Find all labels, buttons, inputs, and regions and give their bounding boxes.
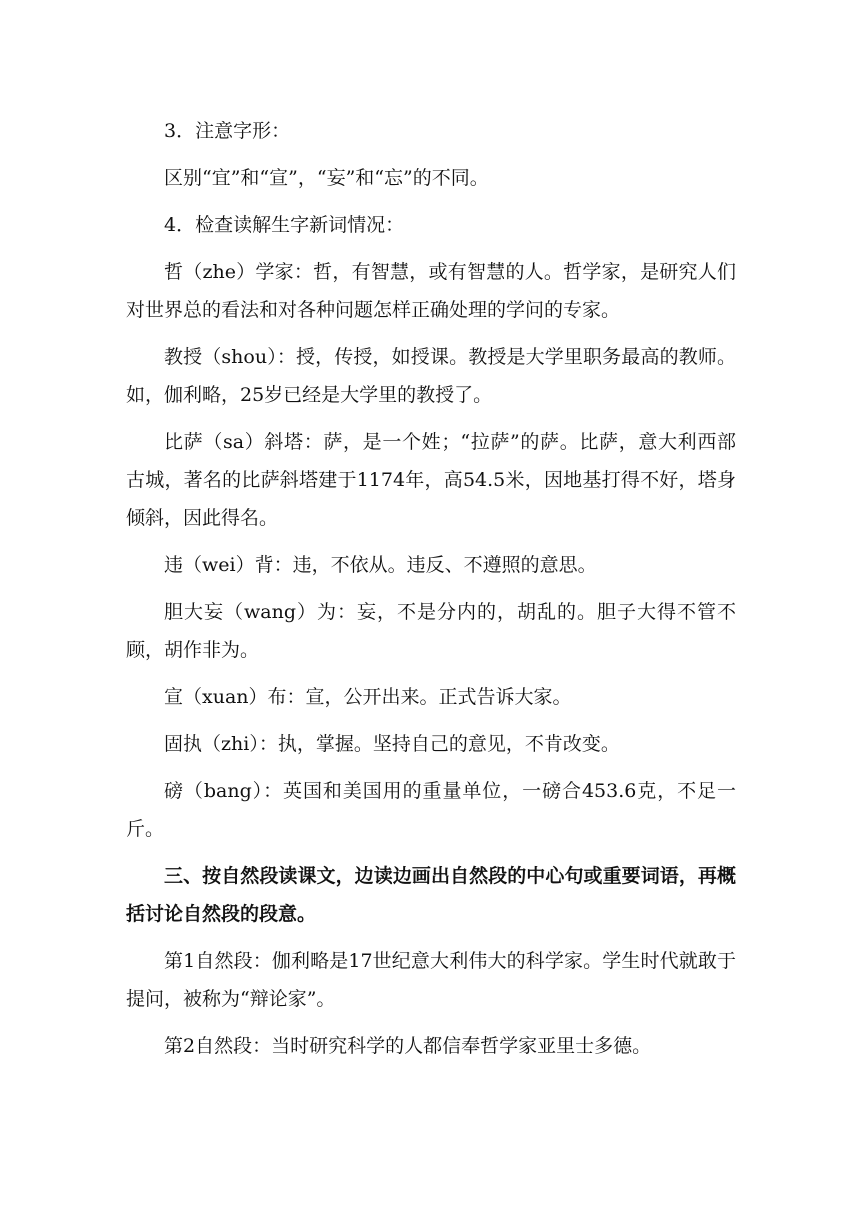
paragraph-vocab-violate: 违（wei）背：违，不依从。违反、不遵照的意思。	[164, 554, 597, 576]
paragraph-glyph-attention: 3．注意字形：	[164, 120, 291, 142]
paragraph-vocab-philosopher: 哲（zhe）学家：哲，有智慧，或有智慧的人。哲学家，是研究人们对世界总的看法和对各种问题怎样正确处理的学问的专家。	[126, 261, 736, 321]
paragraph-glyph-distinction: 区别“宜”和“宣”，“妄”和“忘”的不同。	[164, 167, 489, 189]
paragraph-section-1: 第1自然段：伽利略是17世纪意大利伟大的科学家。学生时代就敢于提问，被称为“辩论家”。	[126, 950, 736, 1010]
paragraph-vocab-reckless: 胆大妄（wang）为：妄，不是分内的，胡乱的。胆子大得不管不顾，胡作非为。	[126, 601, 736, 661]
section-heading-three: 三、按自然段读课文，边读边画出自然段的中心句或重要词语，再概括讨论自然段的段意。	[126, 865, 736, 925]
paragraph-vocab-professor: 教授（shou）：授，传授，如授课。教授是大学里职务最高的教师。如，伽利略，25岁已经是大学里的教授了。	[126, 346, 736, 406]
paragraph-vocab-announce: 宣（xuan）布：宣，公开出来。正式告诉大家。	[164, 686, 572, 708]
paragraph-vocab-pound: 磅（bang）：英国和美国用的重量单位，一磅合453.6克，不足一斤。	[126, 780, 736, 840]
paragraph-vocab-check-heading: 4．检查读解生字新词情况：	[164, 214, 405, 236]
document-body	[126, 112, 736, 1074]
paragraph-section-2: 第2自然段：当时研究科学的人都信奉哲学家亚里士多德。	[164, 1035, 652, 1057]
paragraph-vocab-stubborn: 固执（zhi）：执，掌握。坚持自己的意见，不肯改变。	[164, 733, 620, 755]
paragraph-vocab-pisa-tower: 比萨（sa）斜塔：萨，是一个姓；“拉萨”的萨。比萨，意大利西部古城，著名的比萨斜塔建于1174年，高54.5米，因地基打得不好，塔身倾斜，因此得名。	[126, 431, 736, 529]
